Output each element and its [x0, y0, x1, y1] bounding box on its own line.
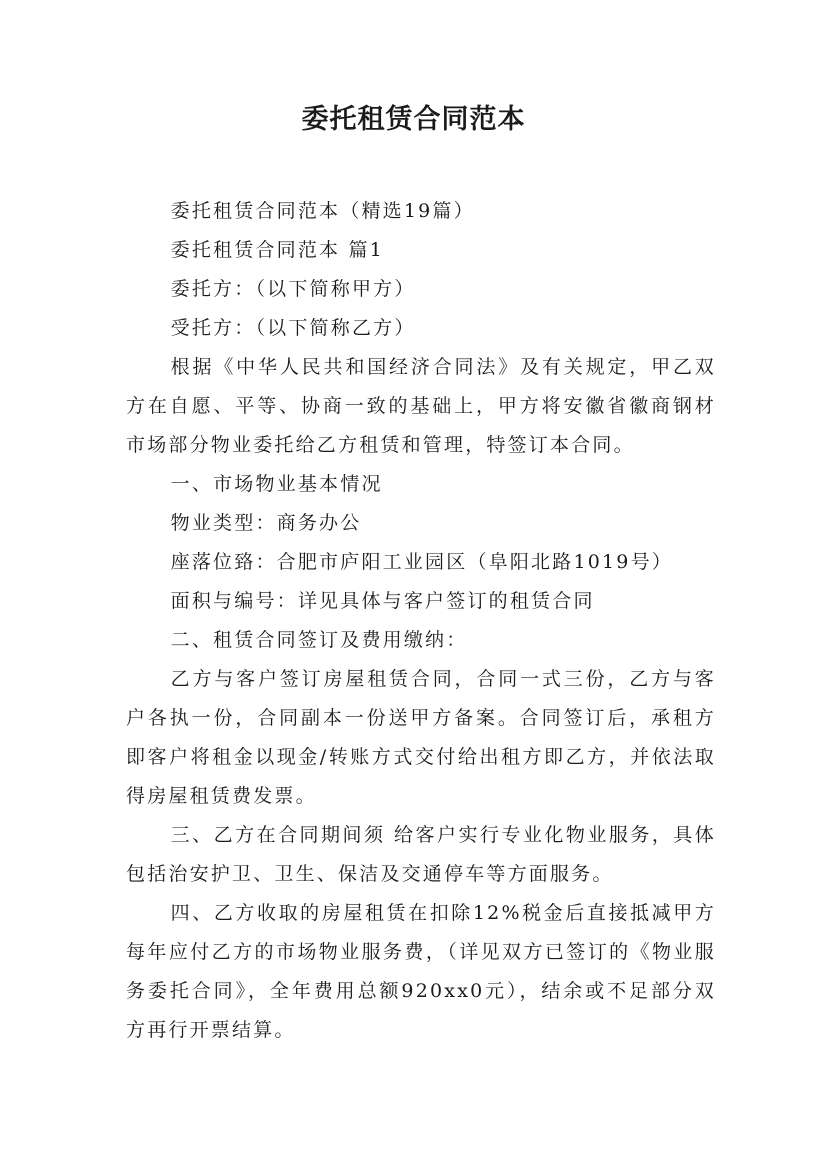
paragraph-preamble: 根据《中华人民共和国经济合同法》及有关规定，甲乙双方在自愿、平等、协商一致的基础上，甲方将安徽省徽商钢材市场部分物业委托给乙方租赁和管理，特签订本合同。	[126, 356, 716, 456]
document-body	[126, 192, 716, 1050]
paragraph-clause-4: 四、乙方收取的房屋租赁在扣除12%税金后直接抵减甲方每年应付乙方的市场物业服务费，（详见双方已签订的《物业服务委托合同》，全年费用总额920xx0元），结余或不足部分双方再行开票结算。	[126, 902, 716, 1041]
paragraph-party-b: 受托方：（以下简称乙方）	[170, 317, 416, 339]
paragraph-location: 座落位臵：合肥市庐阳工业园区（阜阳北路1019号）	[170, 551, 673, 573]
document-title: 委托租赁合同范本	[301, 104, 526, 135]
paragraph-heading-2: 二、租赁合同签订及费用缴纳：	[170, 629, 468, 651]
paragraph-property-type: 物业类型：商务办公	[170, 512, 362, 534]
paragraph-section-label: 委托租赁合同范本 篇1	[170, 239, 384, 261]
paragraph-lease-signing: 乙方与客户签订房屋租赁合同，合同一式三份，乙方与客户各执一份，合同副本一份送甲方备案。合同签订后，承租方即客户将租金以现金/转账方式交付给出租方即乙方，并依法取得房屋租赁费发票。	[126, 668, 716, 807]
paragraph-heading-1: 一、市场物业基本情况	[170, 473, 383, 495]
paragraph-party-a: 委托方：（以下简称甲方）	[170, 278, 416, 300]
paragraph-subtitle: 委托租赁合同范本（精选19篇）	[170, 200, 475, 222]
paragraph-area: 面积与编号：详见具体与客户签订的租赁合同	[170, 590, 595, 612]
paragraph-clause-3: 三、乙方在合同期间须 给客户实行专业化物业服务，具体包括治安护卫、卫生、保洁及交通停车等方面服务。	[126, 824, 716, 885]
